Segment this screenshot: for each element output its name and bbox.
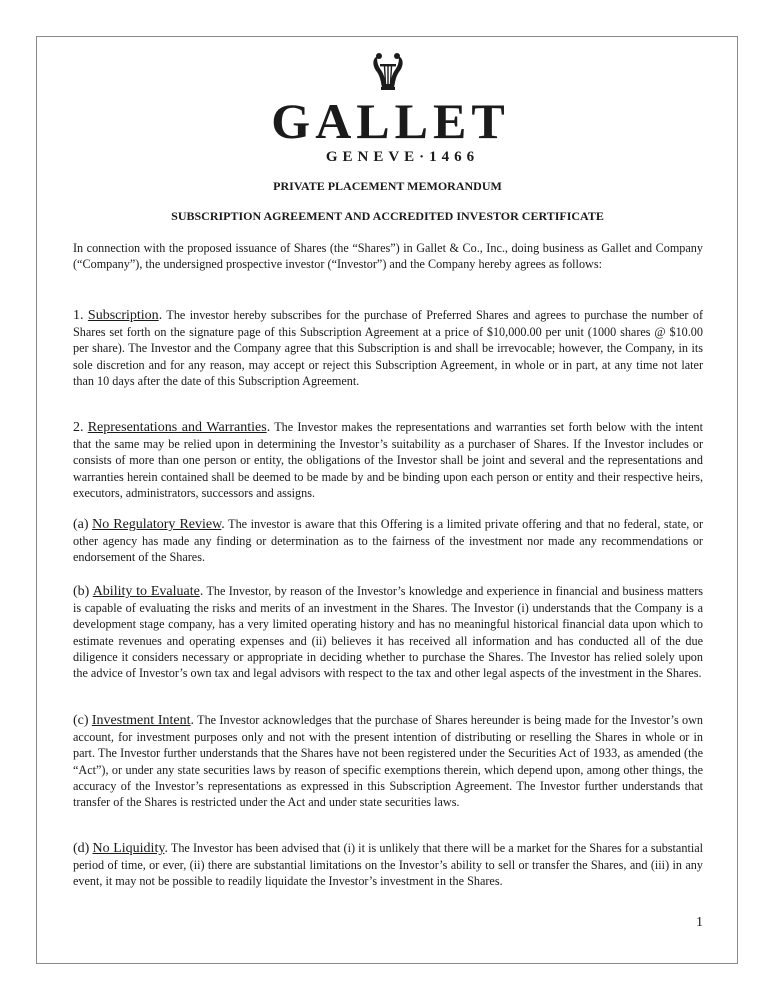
section-body: The Investor makes the representations and warranties set forth below with the intent that the same may be relied upon in determining the Investor’s suitability as a purchaser of Shares. If the Investor includes or consists of more than one person or entity, the obligations of the Investor shall be joint and several and the representations and warranties herein contained shall be deemed to be made by and be binding upon each person or entity and their respective heirs, executors, administrators, successors and assigns. [73, 420, 703, 500]
company-logo [0, 50, 775, 165]
section-subscription: 1. Subscription. The investor hereby subscribes for the purchase of Preferred Shares and agrees to purchase the number of Shares set forth on the signature page of this Subscription Agreement at a price of $10,000.00 per unit (1000 shares @ $10.00 per share). The Investor and the Company agree that this Subscription is and shall be irrevocable; however, the Company, in its sole discretion and for any reason, may accept or reject this Subscription Agreement, in whole or in part, at any time not later than 10 days after the date of this Subscription Agreement. [73, 308, 704, 388]
section-title: No Regulatory Review [92, 517, 222, 532]
brand-subtitle: GENEVE·1466 [325, 149, 480, 165]
section-no-regulatory-review: (a) No Regulatory Review. The investor is aware that this Offering is a limited private offering and that no federal, state, or other agency has made any finding or determination as to the fairness of the investment nor made any recommendations or endorsement of the Shares. [73, 517, 704, 565]
brand-name: GALLET [271, 93, 510, 149]
section-title: No Liquidity [92, 841, 165, 856]
memorandum-heading: PRIVATE PLACEMENT MEMORANDUM [273, 179, 502, 193]
section-body: The Investor acknowledges that the purchase of Shares hereunder is being made for the Investor’s own account, for investment purposes only and not with the present intention of distributing or reselling the Shares in whole or in part. The Investor further understands that the Shares have not been registered under the Securities Act of 1933, as amended (the “Act”), or under any state securities laws by reason of specific exemptions therein, which depend upon, among other things, the accuracy of the Investor’s representations as expressed in this Subscription Agreement. The Investor further understands that transfer of the Shares is restricted under the Act and under state securities laws. [73, 713, 704, 810]
section-number: (b) [73, 584, 90, 599]
lyre-icon [368, 50, 408, 94]
intro-paragraph: In connection with the proposed issuance of Shares (the “Shares”) in Gallet & Co., Inc., doing business as Gallet and Company (“Company”), the undersigned prospective investor (“Investor”) and the Company hereby agrees as follows: [73, 241, 703, 272]
section-body: The Investor, by reason of the Investor’s knowledge and experience in financial and business matters is capable of evaluating the risks and merits of an investment in the Shares. The Investor (i) understands that the Company is a development stage company, has a very limited operating history and has no meaningful historical financial data upon which to estimate revenues and operating expenses and (ii) believes it has received all information and has conducted all of the due diligence it considers necessary or appropriate in deciding whether to purchase the Shares. The Investor has relied solely upon the advice of Investor’s own tax and legal advisors with respect to the tax and other legal aspects of the investment in the Shares. [73, 584, 704, 681]
section-number: (d) [73, 841, 90, 856]
agreement-heading: SUBSCRIPTION AGREEMENT AND ACCREDITED INVESTOR CERTIFICATE [171, 209, 604, 223]
section-representations: 2. Representations and Warranties. The Investor makes the representations and warranties set forth below with the intent that the same may be relied upon in determining the Investor’s suitability as a purchaser of Shares. If the Investor includes or consists of more than one person or entity, the obligations of the Investor shall be joint and several and the representations and warranties herein contained shall be deemed to be made by and be binding upon each person or entity and their respective heirs, executors, administrators, successors and assigns. [73, 420, 703, 500]
section-number: 2. [73, 420, 84, 435]
section-investment-intent: (c) Investment Intent. The Investor acknowledges that the purchase of Shares hereunder is being made for the Investor’s own account, for investment purposes only and not with the present intention of distributing or reselling the Shares in whole or in part. The Investor further understands that the Shares have not been registered under the Securities Act of 1933, as amended (the “Act”), or under any state securities laws by reason of specific exemptions therein, which depend upon, among other things, the accuracy of the Investor’s representations as expressed in this Subscription Agreement. The Investor further understands that transfer of the Shares is restricted under the Act and under state securities laws. [73, 713, 704, 810]
page-number: 1 [696, 915, 703, 930]
section-no-liquidity: (d) No Liquidity. The Investor has been advised that (i) it is unlikely that there will be a market for the Shares for a substantial period of time, or ever, (ii) there are substantial limitations on the Investor’s ability to sell or transfer the Shares, and (iii) in any event, it may not be possible to readily liquidate the Investor’s investment in the Shares. [73, 841, 704, 889]
section-number: 1. [73, 308, 84, 323]
section-title: Representations and Warranties [87, 420, 267, 435]
section-title: Investment Intent [91, 713, 191, 728]
section-title: Subscription [87, 308, 159, 323]
section-number: (a) [73, 517, 89, 532]
section-ability-to-evaluate: (b) Ability to Evaluate. The Investor, by reason of the Investor’s knowledge and experience in financial and business matters is capable of evaluating the risks and merits of an investment in the Shares. The Investor (i) understands that the Company is a development stage company, has a very limited operating history and has no meaningful historical financial data upon which to estimate revenues and operating expenses and (ii) believes it has received all information and has conducted all of the due diligence it considers necessary or appropriate in deciding whether to purchase the Shares. The Investor has relied solely upon the advice of Investor’s own tax and legal advisors with respect to the tax and other legal aspects of the investment in the Shares. [73, 584, 704, 681]
section-number: (c) [73, 713, 89, 728]
section-title: Ability to Evaluate [92, 584, 200, 599]
section-body: The Investor has been advised that (i) it is unlikely that there will be a market for the Shares for a substantial period of time, or ever, (ii) there are substantial limitations on the Investor’s ability to sell or transfer the Shares, and (iii) in any event, it may not be possible to readily liquidate the Investor’s investment in the Shares. [73, 841, 704, 889]
section-body: The investor is aware that this Offering is a limited private offering and that no federal, state, or other agency has made any finding or determination as to the fairness of the investment nor made any recommendations or endorsement of the Shares. [73, 517, 704, 565]
section-body: The investor hereby subscribes for the purchase of Preferred Shares and agrees to purchase the number of Shares set forth on the signature page of this Subscription Agreement at a price of $10,000.00 per unit (1000 shares @ $10.00 per share). The Investor and the Company agree that this Subscription is and shall be irrevocable; however, the Company, in its sole discretion and for any reason, may accept or reject this Subscription Agreement, in whole or in part, at any time not later than 10 days after the date of this Subscription Agreement. [73, 308, 704, 388]
